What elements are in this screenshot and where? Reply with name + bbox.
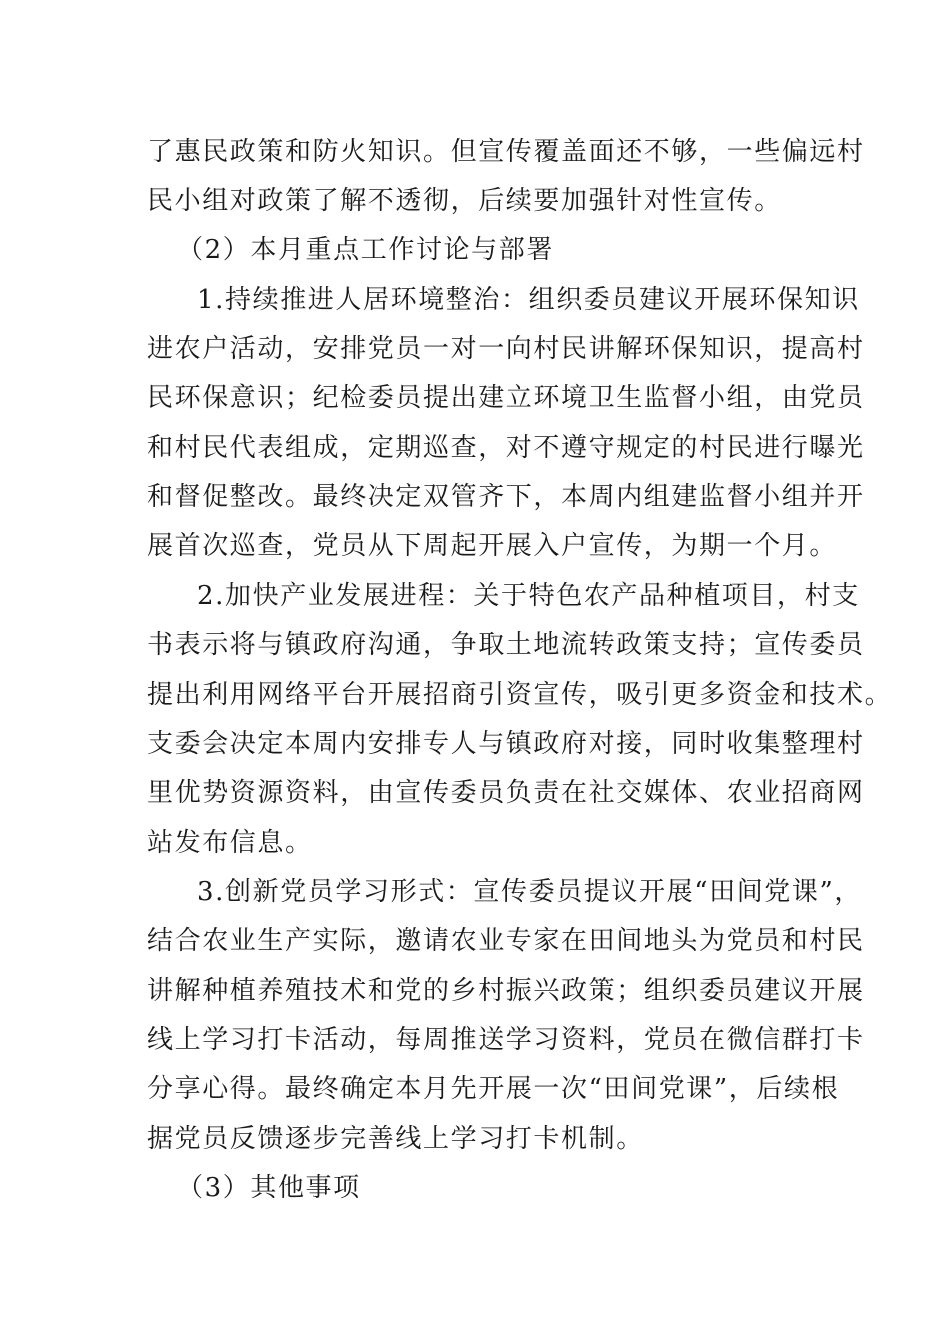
paragraph-line: 展首次巡查，党员从下周起开展入户宣传，为期一个月。: [147, 531, 838, 561]
paragraph-line: 里优势资源资料，由宣传委员负责在社交媒体、农业招商网: [147, 778, 865, 808]
item-1-line: 1.持续推进人居环境整治：组织委员建议开展环保知识: [197, 285, 860, 315]
paragraph-line: 站发布信息。: [147, 828, 313, 858]
paragraph-line: 和村民代表组成，定期巡查，对不遵守规定的村民进行曝光: [147, 433, 865, 463]
paragraph-line: 民小组对政策了解不透彻，后续要加强针对性宣传。: [147, 186, 782, 216]
paragraph-line: 支委会决定本周内安排专人与镇政府对接，同时收集整理村: [147, 729, 865, 759]
paragraph-line: 据党员反馈逐步完善线上学习打卡机制。: [147, 1124, 644, 1154]
item-3-line: 3.创新党员学习形式：宣传委员提议开展“田间党课”，: [197, 877, 862, 907]
section-heading-2: （2）本月重点工作讨论与部署: [177, 235, 554, 265]
paragraph-line: 和督促整改。最终决定双管齐下，本周内组建监督小组并开: [147, 482, 865, 512]
paragraph-line: 书表示将与镇政府沟通，争取土地流转政策支持；宣传委员: [147, 630, 865, 660]
paragraph-line: 民环保意识；纪检委员提出建立环境卫生监督小组，由党员: [147, 383, 865, 413]
paragraph-line: 线上学习打卡活动，每周推送学习资料，党员在微信群打卡: [147, 1025, 865, 1055]
paragraph-line: 了惠民政策和防火知识。但宣传覆盖面还不够，一些偏远村: [147, 137, 865, 167]
paragraph-line: 分享心得。最终确定本月先开展一次“田间党课”，后续根: [147, 1074, 840, 1104]
paragraph-line: 提出利用网络平台开展招商引资宣传，吸引更多资金和技术。: [147, 680, 893, 710]
item-2-line: 2.加快产业发展进程：关于特色农产品种植项目，村支: [197, 581, 860, 611]
paragraph-line: 讲解种植养殖技术和党的乡村振兴政策；组织委员建议开展: [147, 976, 865, 1006]
paragraph-line: 进农户活动，安排党员一对一向村民讲解环保知识，提高村: [147, 334, 865, 364]
paragraph-line: 结合农业生产实际，邀请农业专家在田间地头为党员和村民: [147, 926, 865, 956]
section-heading-3: （3）其他事项: [177, 1173, 361, 1203]
